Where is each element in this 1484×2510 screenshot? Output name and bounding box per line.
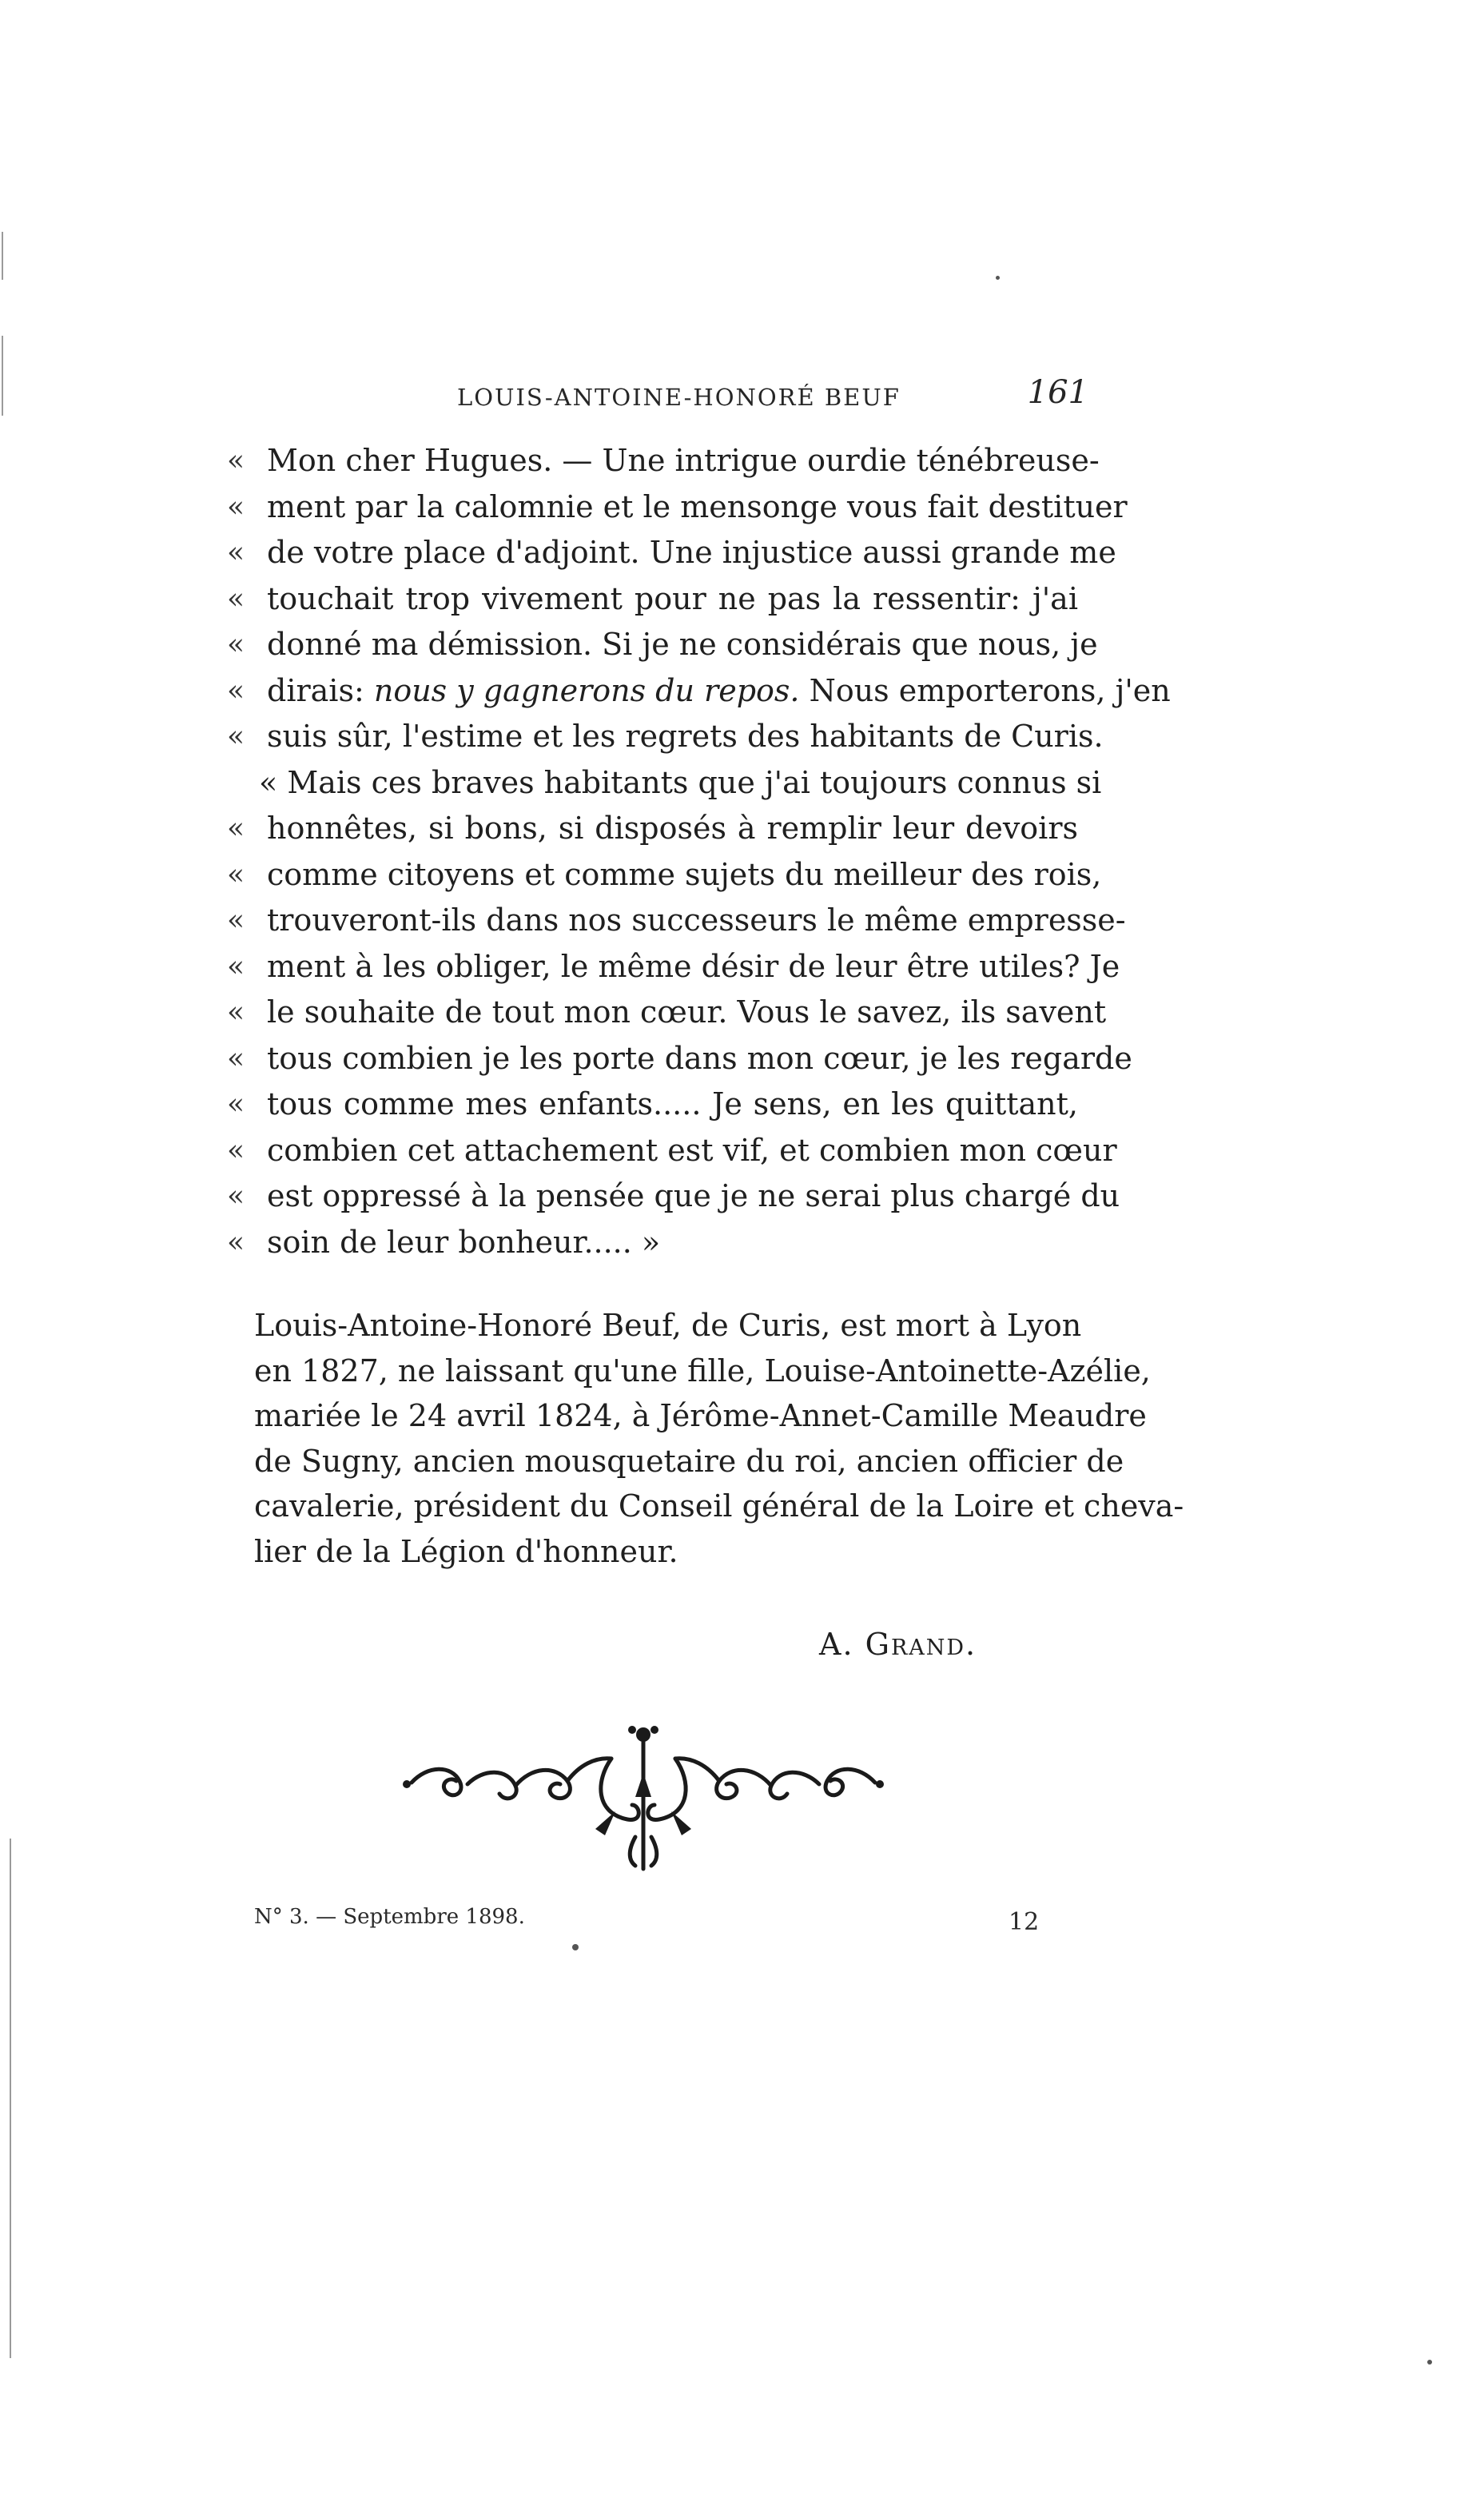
ornament-scroll-right bbox=[826, 1769, 875, 1795]
letter-line-text: honnêtes, si bons, si disposés à remplir leur devoirs bbox=[267, 811, 1078, 846]
ornament-bud bbox=[628, 1726, 636, 1734]
letter-line bbox=[227, 1082, 1078, 1128]
letter-line-text: tous combien je les porte dans mon cœur, je les regarde bbox=[267, 1040, 1132, 1076]
letter-line bbox=[227, 438, 1100, 484]
quote-mark: « bbox=[227, 904, 245, 937]
left-margin-mark bbox=[10, 1839, 11, 2358]
page-header bbox=[232, 374, 1088, 422]
ornament-scroll-left bbox=[412, 1769, 461, 1795]
obituary-line: Louis-Antoine-Honoré Beuf, de Curis, est mort à Lyon bbox=[254, 1308, 1082, 1343]
italic-phrase: nous y gagnerons du repos. bbox=[373, 672, 800, 708]
letter-line-text: tous comme mes enfants..... Je sens, en les quittant, bbox=[267, 1086, 1078, 1122]
quote-mark: « bbox=[227, 444, 245, 477]
letter-line-text: le souhaite de tout mon cœur. Vous le savez, ils savent bbox=[267, 994, 1107, 1030]
ornament-tip bbox=[876, 1780, 884, 1788]
line-text-before-italic: dirais: bbox=[267, 672, 374, 708]
letter-line-text bbox=[267, 668, 1171, 715]
paper-speck bbox=[572, 1944, 579, 1950]
letter-line bbox=[227, 622, 1098, 668]
letter-line bbox=[227, 668, 1171, 715]
obituary-line: en 1827, ne laissant qu'une fille, Louise-Antoinette-Azélie, bbox=[254, 1353, 1151, 1388]
quote-mark: « bbox=[227, 812, 245, 845]
sheet-signature-number: 12 bbox=[1009, 1908, 1040, 1936]
quote-mark: « bbox=[227, 1042, 245, 1075]
letter-line bbox=[227, 898, 1126, 944]
ornament-scroll-left bbox=[515, 1770, 570, 1798]
letter-line bbox=[227, 990, 1107, 1036]
letter-line-text: suis sûr, l'estime et les regrets des habitants de Curis. bbox=[267, 719, 1104, 754]
obituary-paragraph bbox=[254, 1303, 1184, 1574]
obituary-line: cavalerie, président du Conseil général de la Loire et cheva- bbox=[254, 1488, 1184, 1524]
running-head: LOUIS-ANTOINE-HONORÉ BEUF bbox=[457, 384, 901, 411]
quote-mark: « bbox=[227, 536, 245, 569]
letter-line bbox=[227, 806, 1078, 852]
letter-paragraph-start: « Mais ces braves habitants que j'ai toujours connus si bbox=[259, 764, 1102, 800]
ornament-leaf bbox=[671, 1811, 691, 1835]
letter-line-text: combien cet attachement est vif, et combien mon cœur bbox=[267, 1132, 1117, 1168]
page-number: 161 bbox=[1027, 374, 1088, 411]
quote-mark: « bbox=[227, 996, 245, 1029]
letter-line bbox=[227, 1220, 1078, 1266]
letter-line bbox=[227, 1173, 1120, 1220]
quote-mark: « bbox=[227, 720, 245, 753]
ornament-leaf bbox=[595, 1811, 615, 1835]
quote-mark: « bbox=[227, 1180, 245, 1213]
ornament-center-stem bbox=[651, 1837, 657, 1866]
ornament-fleuron bbox=[396, 1717, 891, 1879]
letter-line-text: est oppressé à la pensée que je ne serai plus chargé du bbox=[267, 1178, 1120, 1213]
issue-footer: N° 3. — Septembre 1898. bbox=[254, 1905, 525, 1929]
line-text-after-italic: Nous emporterons, j'en bbox=[799, 672, 1171, 708]
obituary-line: lier de la Légion d'honneur. bbox=[254, 1533, 678, 1569]
letter-line bbox=[227, 944, 1120, 990]
letter-line-text: soin de leur bonheur..... » bbox=[267, 1224, 661, 1260]
quote-mark: « bbox=[227, 858, 245, 891]
letter-line-text: Mon cher Hugues. — Une intrigue ourdie ténébreuse- bbox=[267, 443, 1100, 478]
quote-mark: « bbox=[227, 1088, 245, 1121]
paper-speck bbox=[996, 276, 1000, 280]
ornament-scroll-right bbox=[717, 1770, 771, 1798]
letter-line bbox=[227, 576, 1078, 623]
obituary-line: mariée le 24 avril 1824, à Jérôme-Annet-Camille Meaudre bbox=[254, 1398, 1147, 1433]
ornament-center-loop bbox=[601, 1759, 639, 1819]
author-signature: A. Grand. bbox=[819, 1627, 977, 1662]
quote-mark: « bbox=[227, 950, 245, 983]
paper-speck bbox=[1427, 2360, 1432, 2365]
letter-line-text: trouveront-ils dans nos successeurs le même empresse- bbox=[267, 902, 1126, 938]
left-margin-mark bbox=[2, 232, 3, 280]
letter-line bbox=[227, 714, 1104, 760]
letter-line bbox=[227, 760, 1102, 807]
quote-mark: « bbox=[227, 490, 245, 524]
quoted-letter bbox=[227, 438, 1171, 1265]
letter-line-text: donné ma démission. Si je ne considérais que nous, je bbox=[267, 627, 1098, 662]
left-margin-mark bbox=[2, 336, 3, 416]
quote-mark: « bbox=[227, 1225, 245, 1259]
letter-line-text: de votre place d'adjoint. Une injustice aussi grande me bbox=[267, 535, 1116, 570]
ornament-leaf bbox=[635, 1773, 651, 1797]
letter-line-text: ment à les obliger, le même désir de leur être utiles? Je bbox=[267, 948, 1120, 984]
ornament-bud bbox=[650, 1726, 658, 1734]
letter-line bbox=[227, 1036, 1132, 1082]
obituary-line: de Sugny, ancien mousquetaire du roi, ancien officier de bbox=[254, 1443, 1124, 1479]
ornament-scroll-right bbox=[770, 1772, 819, 1799]
quote-mark: « bbox=[227, 674, 245, 707]
letter-line-text: ment par la calomnie et le mensonge vous fait destituer bbox=[267, 488, 1128, 524]
ornament-bud bbox=[636, 1727, 650, 1742]
letter-line bbox=[227, 852, 1102, 898]
quote-mark: « bbox=[227, 1133, 245, 1167]
ornament-tip bbox=[403, 1780, 411, 1788]
quote-mark: « bbox=[227, 582, 245, 616]
ornament-center-stem bbox=[630, 1837, 635, 1866]
quote-mark: « bbox=[227, 628, 245, 661]
ornament-center-loop bbox=[648, 1759, 686, 1819]
letter-line bbox=[227, 530, 1116, 576]
letter-line bbox=[227, 1128, 1117, 1174]
letter-line-text: comme citoyens et comme sujets du meilleur des rois, bbox=[267, 856, 1102, 892]
ornament-scroll-left bbox=[467, 1772, 516, 1799]
letter-line-text: touchait trop vivement pour ne pas la ressentir: j'ai bbox=[267, 580, 1078, 616]
letter-line bbox=[227, 484, 1128, 531]
